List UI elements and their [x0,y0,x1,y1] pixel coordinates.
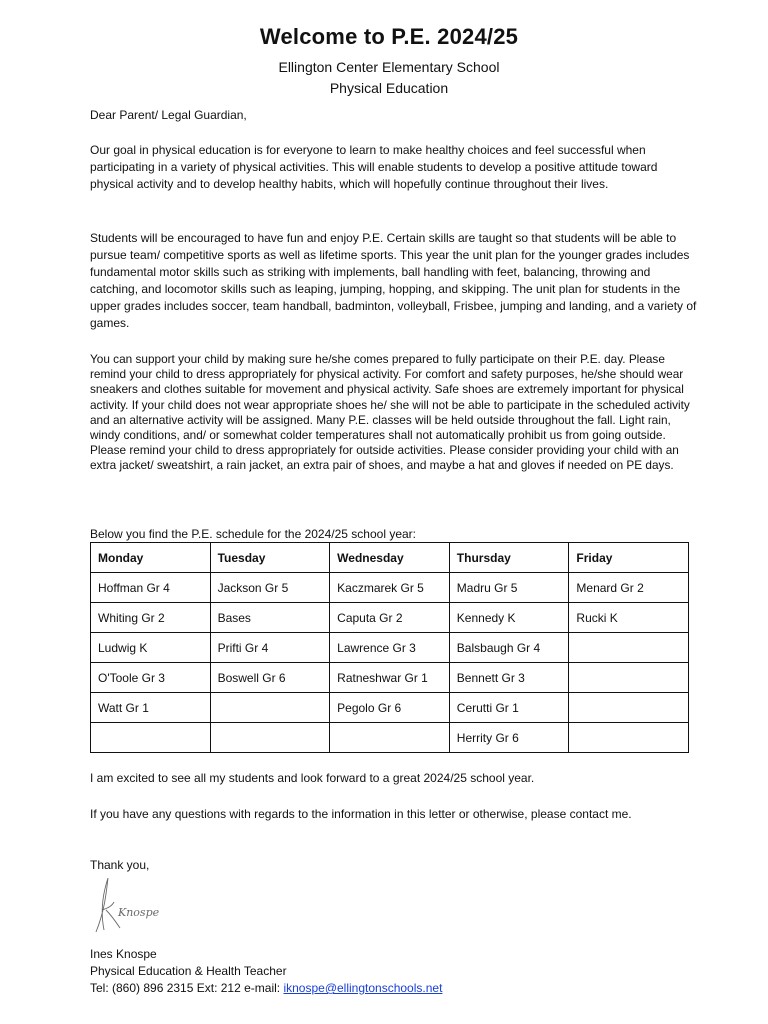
signer-role: Physical Education & Health Teacher [90,964,287,978]
schedule-header-row [91,543,689,573]
table-cell: Jackson Gr 5 [210,573,330,603]
school-name: Ellington Center Elementary School [278,59,500,75]
table-cell [569,663,689,693]
table-cell: Watt Gr 1 [91,693,211,723]
table-cell: Ratneshwar Gr 1 [330,663,450,693]
table-cell [569,633,689,663]
table-cell: Hoffman Gr 4 [91,573,211,603]
table-cell: Pegolo Gr 6 [330,693,450,723]
table-cell [210,723,330,753]
table-cell: Herrity Gr 6 [449,723,569,753]
paragraph-support: You can support your child by making sure he/she comes prepared to fully participate on their P.E. day. Please remind your child to dress appropriately for physical activity. For comfort and safety purposes, he/she should wear sneakers and clothes suitable for movement and physical activity. Safe shoes are extremely important for physical activity. If your child does not wear appropriate shoes he/ she will not be able to participate in the scheduled activity and an alternative activity will be assigned. Many P.E. classes will be held outside throughout the fall. Light rain, windy conditions, and/ or somewhat colder temperatures shall not automatically prohibit us from going outside. Please remind your child to dress appropriately for outside activities. Please consider providing your child with an extra jacket/ sweatshirt, a rain jacket, an extra pair of shoes, and maybe a hat and gloves if needed on PE days. [90,352,690,473]
schedule-intro: Below you find the P.E. schedule for the 2024/25 school year: [90,527,416,541]
table-cell: Bennett Gr 3 [449,663,569,693]
header-friday: Friday [569,543,689,573]
table-cell: Lawrence Gr 3 [330,633,450,663]
paragraph-skills: Students will be encouraged to have fun and enjoy P.E. Certain skills are taught so that students will be able to pursue team/ competitive sports as well as lifetime sports. This year the unit plan for the younger grades includes fundamental motor skills such as striking with implements, ball handling with feet, balancing, throwing and catching, and locomotor skills such as leaping, jumping, hopping, and skipping. The unit plan for students in the upper grades includes soccer, team handball, badminton, volleyball, Frisbee, jumping and landing, and a variety of games. [90,231,697,330]
closing-questions: If you have any questions with regards to the information in this letter or otherwise, please contact me. [90,807,632,821]
header-monday: Monday [91,543,211,573]
table-cell: Madru Gr 5 [449,573,569,603]
table-cell: Boswell Gr 6 [210,663,330,693]
table-cell: Menard Gr 2 [569,573,689,603]
table-cell [91,723,211,753]
signer-name: Ines Knospe [90,947,157,961]
handwritten-signature [90,872,180,934]
thank-you: Thank you, [90,858,150,872]
table-cell: Caputa Gr 2 [330,603,450,633]
table-cell: Whiting Gr 2 [91,603,211,633]
paragraph-goal: Our goal in physical education is for everyone to learn to make healthy choices and feel successful when participating in a variety of physical activities. This will enable students to develop a positive attitude toward physical activity and to develop healthy habits, which will hopefully continue throughout their lives. [90,143,658,191]
contact-phone: Tel: (860) 896 2315 Ext: 212 e-mail: [90,981,284,995]
greeting: Dear Parent/ Legal Guardian, [90,108,247,122]
table-cell [330,723,450,753]
header-wednesday: Wednesday [330,543,450,573]
table-row [91,573,689,603]
table-cell: Kaczmarek Gr 5 [330,573,450,603]
closing-excited: I am excited to see all my students and look forward to a great 2024/25 school year. [90,771,535,785]
table-cell: Cerutti Gr 1 [449,693,569,723]
table-cell: Balsbaugh Gr 4 [449,633,569,663]
table-cell: Rucki K [569,603,689,633]
table-cell [569,723,689,753]
pe-schedule-table [90,542,689,753]
table-cell: Bases [210,603,330,633]
header-tuesday: Tuesday [210,543,330,573]
table-cell [569,693,689,723]
table-cell [210,693,330,723]
signature-text: Knospe [118,906,160,919]
signer-contact [90,980,700,997]
table-row [91,663,689,693]
table-cell: O'Toole Gr 3 [91,663,211,693]
table-row [91,603,689,633]
table-row [91,723,689,753]
table-cell: Kennedy K [449,603,569,633]
department-name: Physical Education [329,80,449,96]
page-title: Welcome to P.E. 2024/25 [259,24,519,49]
email-link[interactable]: iknospe@ellingtonschools.net [283,981,443,995]
table-cell: Prifti Gr 4 [210,633,330,663]
table-cell: Ludwig K [91,633,211,663]
table-row [91,633,689,663]
header-thursday: Thursday [449,543,569,573]
table-row [91,693,689,723]
